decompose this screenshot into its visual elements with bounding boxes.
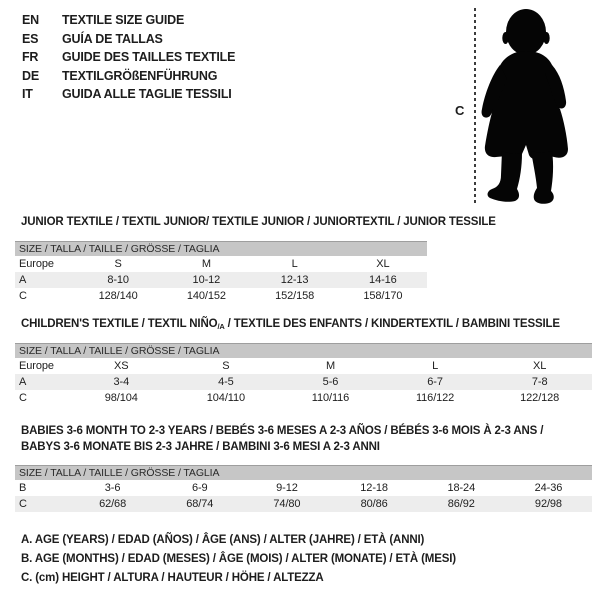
table-cell: 104/110	[206, 392, 246, 404]
table-cell: 116/122	[415, 392, 455, 404]
children-table-title	[21, 318, 560, 331]
junior-size-table	[15, 241, 427, 304]
table-cell: 3-4	[113, 376, 130, 388]
language-row	[22, 11, 235, 30]
junior-table-title: JUNIOR TEXTILE / TEXTIL JUNIOR/ TEXTILE JUNIOR / JUNIORTEXTIL / JUNIOR TESSILE	[21, 216, 496, 228]
table-cell: 12-13	[280, 274, 309, 286]
table-cell: 9-12	[276, 482, 298, 494]
table-row	[15, 272, 427, 288]
table-row	[15, 480, 592, 496]
table-cell: 14-16	[369, 274, 397, 286]
table-cell: 86/92	[447, 498, 475, 510]
row-label: C	[19, 498, 27, 510]
title-text: CHILDREN'S TEXTILE / TEXTIL NIÑO	[21, 318, 218, 330]
row-label: C	[19, 290, 27, 302]
table-cell: 62/68	[99, 498, 127, 510]
table-cell: 5-6	[322, 376, 339, 388]
table-row	[15, 496, 592, 512]
table-cell: 122/128	[520, 392, 560, 404]
language-row	[22, 67, 235, 86]
table-cell: 6-9	[191, 482, 208, 494]
table-cell: 3-6	[104, 482, 121, 494]
language-title: TEXTILE SIZE GUIDE	[62, 13, 185, 27]
language-row	[22, 85, 235, 104]
language-row	[22, 48, 235, 67]
language-row	[22, 30, 235, 49]
title-text: / TEXTILE DES ENFANTS / KINDERTEXTIL / BAMBINI TESSILE	[224, 318, 560, 330]
size-header-bar: SIZE / TALLA / TAILLE / GRÖSSE / TAGLIA	[15, 241, 427, 256]
table-cell: 152/158	[275, 290, 315, 302]
table-cell: M	[325, 360, 336, 372]
title-subscript: /A	[217, 322, 225, 331]
table-cell: 4-5	[218, 376, 234, 388]
table-cell: 98/104	[104, 392, 138, 404]
footnote-line-b: B. AGE (MONTHS) / EDAD (MESES) / ÂGE (MOIS) / ALTER (MONATE) / ETÀ (MESI)	[21, 553, 456, 565]
children-size-table	[15, 343, 592, 406]
table-cell: S	[114, 258, 122, 270]
height-measure-label: C	[455, 103, 465, 118]
height-dotted-line	[474, 8, 476, 206]
title-line-1: BABIES 3-6 MONTH TO 2-3 YEARS / BEBÉS 3-6 MESES A 2-3 AÑOS / BÉBÉS 3-6 MOIS À 2-3 ANS /	[21, 425, 544, 437]
row-label: B	[19, 482, 27, 494]
table-cell: XL	[533, 360, 547, 372]
table-cell: 128/140	[98, 290, 138, 302]
table-cell: 140/152	[186, 290, 226, 302]
table-cell: 7-8	[531, 376, 548, 388]
table-row	[15, 358, 592, 374]
table-cell: 74/80	[273, 498, 301, 510]
table-cell: 92/98	[534, 498, 562, 510]
language-code: DE	[22, 68, 39, 83]
table-cell: 10-12	[192, 274, 221, 286]
language-title: GUIDE DES TAILLES TEXTILE	[62, 50, 236, 64]
table-cell: M	[201, 258, 211, 270]
row-label: Europe	[19, 360, 54, 372]
row-label: A	[19, 274, 27, 286]
row-label: A	[19, 376, 27, 388]
footnote-line-a: A. AGE (YEARS) / EDAD (AÑOS) / ÂGE (ANS) / ALTER (JAHRE) / ETÀ (ANNI)	[21, 534, 425, 546]
table-cell: 110/116	[311, 392, 350, 404]
size-header-bar: SIZE / TALLA / TAILLE / GRÖSSE / TAGLIA	[15, 465, 592, 480]
table-row	[15, 390, 592, 406]
table-cell: 6-7	[427, 376, 443, 388]
language-code: IT	[22, 87, 33, 101]
title-line-2: BABYS 3-6 MONATE BIS 2-3 JAHRE / BAMBINI 3-6 MESI A 2-3 ANNI	[21, 440, 380, 453]
footnotes	[21, 531, 456, 588]
language-title: TEXTILGRÖßENFÜHRUNG	[62, 68, 218, 83]
babies-size-table	[15, 465, 592, 512]
babies-table-title	[21, 424, 543, 455]
language-code: ES	[22, 31, 39, 46]
table-cell: 12-18	[360, 482, 388, 494]
table-cell: 18-24	[447, 482, 476, 494]
language-list	[22, 11, 235, 104]
table-row	[15, 256, 427, 272]
table-row	[15, 288, 427, 304]
row-label: C	[19, 392, 27, 404]
table-cell: S	[222, 360, 230, 372]
table-cell: 8-10	[107, 274, 129, 286]
table-cell: XS	[114, 360, 129, 372]
table-cell: 158/170	[363, 290, 403, 302]
table-cell: 24-36	[534, 482, 563, 494]
language-title: GUIDA ALLE TAGLIE TESSILI	[62, 87, 232, 101]
language-code: EN	[22, 13, 39, 27]
table-cell: 68/74	[186, 498, 214, 510]
language-title: GUÍA DE TALLAS	[62, 31, 163, 46]
baby-silhouette-icon	[479, 7, 571, 211]
table-row	[15, 374, 592, 390]
footnote-line-c: C. (cm) HEIGHT / ALTURA / HAUTEUR / HÖHE / ALTEZZA	[21, 572, 324, 584]
language-code: FR	[22, 50, 39, 64]
size-header-bar: SIZE / TALLA / TAILLE / GRÖSSE / TAGLIA	[15, 343, 592, 358]
row-label: Europe	[19, 258, 54, 270]
table-cell: XL	[376, 258, 390, 270]
table-cell: L	[291, 258, 298, 270]
table-cell: 80/86	[360, 498, 388, 510]
table-cell: L	[432, 360, 439, 372]
